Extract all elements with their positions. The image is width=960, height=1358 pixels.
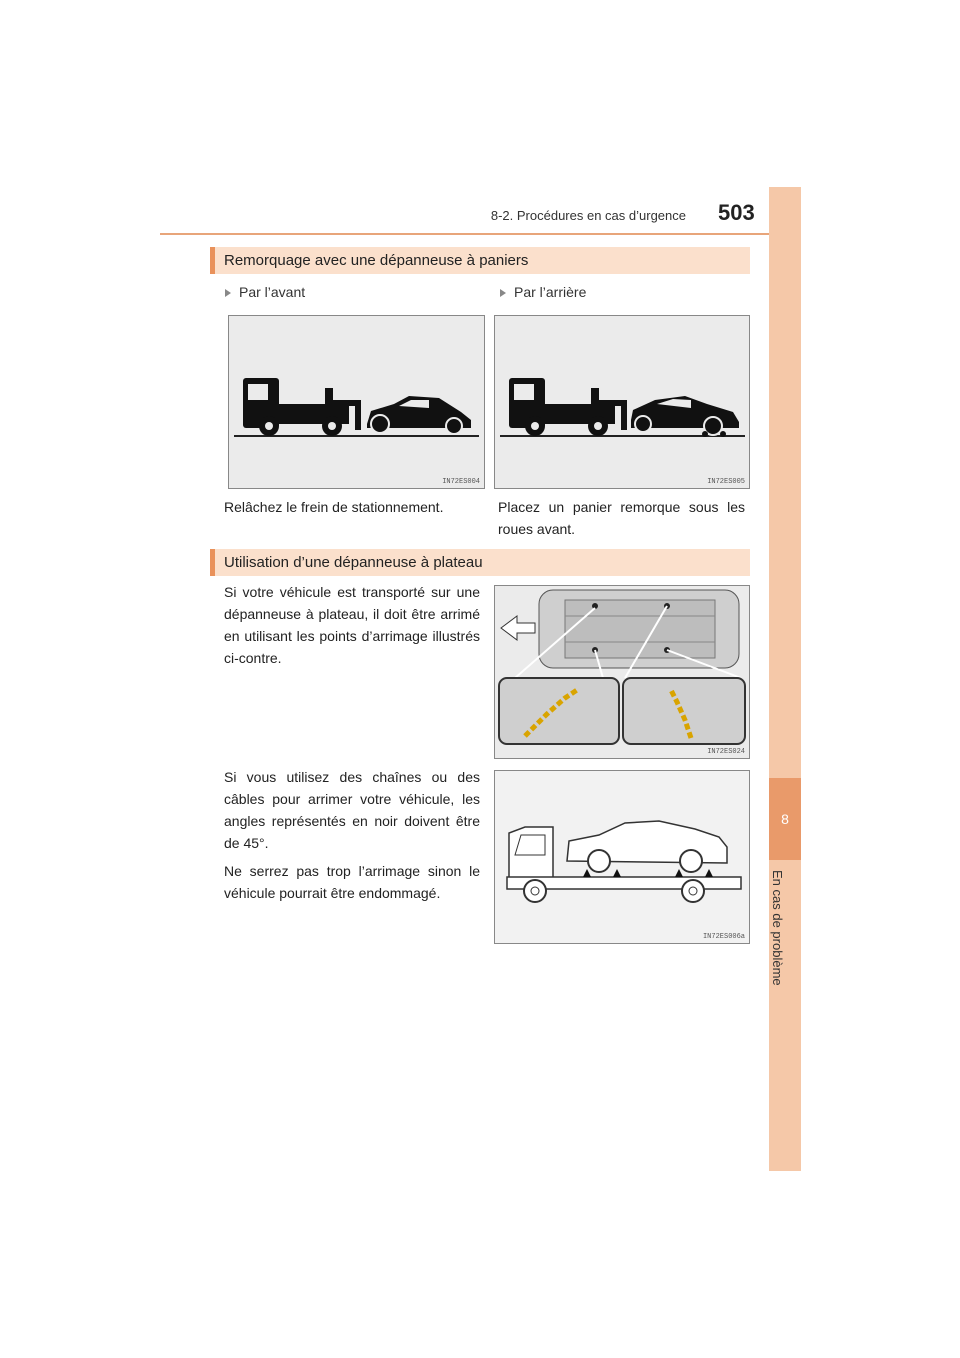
figure-code: IN72ES004 <box>442 478 480 486</box>
header-rule <box>160 233 800 235</box>
figure-code: IN72ES006a <box>702 933 745 941</box>
paragraph-no-overtighten: Ne serrez pas trop l’arrimage sinon le véhicule pourrait être endommagé. <box>224 863 480 901</box>
section-heading-wheel-lift: Remorquage avec une dépanneuse à paniers <box>210 247 750 274</box>
tow-truck-front-illustration <box>229 316 484 488</box>
bullet-front-label: Par l’avant <box>239 284 306 300</box>
flatbed-truck-illustration <box>495 771 749 943</box>
chapter-sidebar <box>769 187 801 1171</box>
bullet-rear-label: Par l’arrière <box>514 284 587 300</box>
bullet-rear <box>500 284 586 300</box>
figure-code: IN72ES024 <box>707 748 745 756</box>
bullet-triangle-icon <box>500 289 506 297</box>
chapter-title: En cas de problème <box>770 870 785 986</box>
figure-tow-rear <box>494 315 750 489</box>
figure-code: IN72ES005 <box>707 478 745 486</box>
underbody-tie-down-illustration <box>495 586 749 758</box>
tow-truck-rear-illustration <box>495 316 749 488</box>
page-number: 503 <box>718 200 755 225</box>
paragraph-angle-45: Si vous utilisez des chaînes ou des câbles pour arrimer votre véhicule, les angles représentés en noir doivent être de 45°. <box>224 769 480 851</box>
chapter-title-vertical <box>760 870 810 1000</box>
bullet-triangle-icon <box>225 289 231 297</box>
section-heading-flatbed: Utilisation d’une dépanneuse à plateau <box>210 549 750 576</box>
caption-front: Relâchez le frein de stationnement. <box>224 499 444 515</box>
figure-tow-front <box>228 315 485 489</box>
paragraph-block-45 <box>224 766 480 910</box>
paragraph-tie-down-points: Si votre véhicule est transporté sur une dépanneuse à plateau, il doit être arrimé en utilisant les points d’arrimage illustrés ci-contre. <box>224 584 480 666</box>
caption-rear: Placez un panier remorque sous les roues avant. <box>498 499 745 537</box>
figure-tie-down-points <box>494 585 750 759</box>
figure-flatbed <box>494 770 750 944</box>
running-header: 8-2. Procédures en cas d’urgence <box>490 208 686 223</box>
bullet-front <box>225 284 305 300</box>
chapter-number-tab: 8 <box>769 778 801 860</box>
